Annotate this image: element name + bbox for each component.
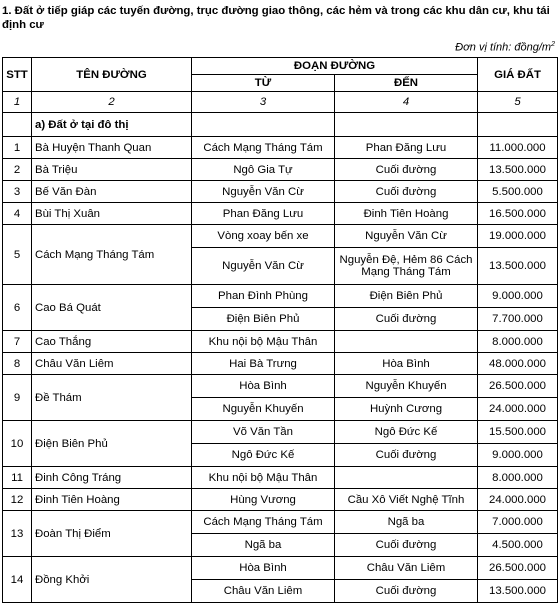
land-price: 13.500.000 (478, 248, 558, 285)
row-stt: 12 (3, 489, 32, 511)
unit-note-exponent: 2 (551, 41, 555, 48)
land-price: 7.700.000 (478, 308, 558, 331)
segment-to: Ngô Đức Kế (335, 421, 478, 444)
segment-from: Nguyễn Khuyến (192, 398, 335, 421)
column-number: 5 (478, 92, 558, 113)
segment-from: Hòa Bình (192, 557, 335, 580)
section-empty-cell (478, 113, 558, 137)
segment-to: Cuối đường (335, 181, 478, 203)
segment-to (335, 331, 478, 353)
segment-to: Cuối đường (335, 159, 478, 181)
segment-from: Ngô Đức Kế (192, 444, 335, 467)
row-stt: 11 (3, 467, 32, 489)
column-number: 2 (32, 92, 192, 113)
table-row (3, 203, 558, 225)
segment-from: Nguyễn Văn Cừ (192, 248, 335, 285)
row-stt: 2 (3, 159, 32, 181)
segment-to: Đinh Tiên Hoàng (335, 203, 478, 225)
table-row (3, 285, 558, 308)
segment-from: Châu Văn Liêm (192, 580, 335, 603)
segment-from: Ngã ba (192, 534, 335, 557)
section-empty-cell (335, 113, 478, 137)
row-stt: 9 (3, 375, 32, 421)
row-stt: 6 (3, 285, 32, 331)
land-price-table (2, 57, 558, 603)
table-row (3, 331, 558, 353)
table-row (3, 375, 558, 398)
header-gia-dat: GIÁ ĐẤT (478, 58, 558, 92)
segment-from: Ngô Gia Tự (192, 159, 335, 181)
section-empty-cell (192, 113, 335, 137)
segment-from: Hòa Bình (192, 375, 335, 398)
segment-from: Phan Đăng Lưu (192, 203, 335, 225)
column-number: 3 (192, 92, 335, 113)
street-name: Đề Thám (32, 375, 192, 421)
street-name: Bà Triệu (32, 159, 192, 181)
street-name: Bùi Thị Xuân (32, 203, 192, 225)
segment-to: Hòa Bình (335, 353, 478, 375)
segment-to: Cuối đường (335, 444, 478, 467)
land-price: 7.000.000 (478, 511, 558, 534)
table-row (3, 467, 558, 489)
segment-to: Huỳnh Cương (335, 398, 478, 421)
land-price: 11.000.000 (478, 137, 558, 159)
table-row (3, 557, 558, 580)
land-price: 8.000.000 (478, 331, 558, 353)
street-name: Đoàn Thị Điểm (32, 511, 192, 557)
row-stt: 4 (3, 203, 32, 225)
section-title: a) Đất ở tại đô thị (32, 113, 192, 137)
land-price: 8.000.000 (478, 467, 558, 489)
land-price: 9.000.000 (478, 444, 558, 467)
segment-to: Châu Văn Liêm (335, 557, 478, 580)
row-stt: 10 (3, 421, 32, 467)
segment-to: Cuối đường (335, 308, 478, 331)
document-heading: 1. Đất ở tiếp giáp các tuyến đường, trục đường giao thông, các hẻm và trong các khu dân cư, khu tái định cư (2, 5, 550, 31)
land-price: 26.500.000 (478, 557, 558, 580)
row-stt: 1 (3, 137, 32, 159)
table-row (3, 511, 558, 534)
table-row (3, 181, 558, 203)
street-name: Cao Bá Quát (32, 285, 192, 331)
column-number-row (3, 92, 558, 113)
land-price: 16.500.000 (478, 203, 558, 225)
street-name: Bế Văn Đàn (32, 181, 192, 203)
segment-from: Vòng xoay bến xe (192, 225, 335, 248)
header-doan-duong: ĐOẠN ĐƯỜNG (192, 58, 478, 75)
row-stt: 3 (3, 181, 32, 203)
row-stt: 13 (3, 511, 32, 557)
segment-from: Khu nội bộ Mậu Thân (192, 467, 335, 489)
segment-from: Hùng Vương (192, 489, 335, 511)
land-price: 26.500.000 (478, 375, 558, 398)
land-price: 13.500.000 (478, 159, 558, 181)
segment-from: Khu nội bộ Mậu Thân (192, 331, 335, 353)
table-row (3, 353, 558, 375)
table-row (3, 225, 558, 248)
street-name: Bà Huyện Thanh Quan (32, 137, 192, 159)
segment-to: Cuối đường (335, 534, 478, 557)
street-name: Điện Biên Phủ (32, 421, 192, 467)
section-stt-cell (3, 113, 32, 137)
header-tu: TỪ (192, 75, 335, 92)
land-price: 4.500.000 (478, 534, 558, 557)
segment-to: Nguyễn Khuyến (335, 375, 478, 398)
segment-to: Phan Đăng Lưu (335, 137, 478, 159)
header-den: ĐẾN (335, 75, 478, 92)
street-name: Cách Mạng Tháng Tám (32, 225, 192, 285)
row-stt: 14 (3, 557, 32, 603)
section-row (3, 113, 558, 137)
unit-note-text: Đơn vị tính: đồng/m (455, 41, 552, 54)
header-stt: STT (3, 58, 32, 92)
land-price: 19.000.000 (478, 225, 558, 248)
segment-to: Ngã ba (335, 511, 478, 534)
table-row (3, 137, 558, 159)
segment-to: Cầu Xô Viết Nghệ Tĩnh (335, 489, 478, 511)
row-stt: 5 (3, 225, 32, 285)
land-price: 24.000.000 (478, 489, 558, 511)
table-row (3, 489, 558, 511)
street-name: Châu Văn Liêm (32, 353, 192, 375)
segment-from: Cách Mạng Tháng Tám (192, 137, 335, 159)
table-row (3, 421, 558, 444)
column-number: 1 (3, 92, 32, 113)
street-name: Đinh Công Tráng (32, 467, 192, 489)
row-stt: 7 (3, 331, 32, 353)
land-price: 15.500.000 (478, 421, 558, 444)
street-name: Đồng Khởi (32, 557, 192, 603)
segment-to: Cuối đường (335, 580, 478, 603)
segment-to: Nguyễn Văn Cừ (335, 225, 478, 248)
land-price: 5.500.000 (478, 181, 558, 203)
row-stt: 8 (3, 353, 32, 375)
column-number: 4 (335, 92, 478, 113)
segment-from: Nguyễn Văn Cừ (192, 181, 335, 203)
table-row (3, 159, 558, 181)
segment-from: Phan Đình Phùng (192, 285, 335, 308)
segment-to: Điện Biên Phủ (335, 285, 478, 308)
segment-to (335, 467, 478, 489)
street-name: Cao Thắng (32, 331, 192, 353)
land-price: 48.000.000 (478, 353, 558, 375)
segment-from: Hai Bà Trưng (192, 353, 335, 375)
segment-to: Nguyễn Đệ, Hẻm 86 Cách Mạng Tháng Tám (335, 248, 478, 285)
unit-note (455, 38, 555, 55)
land-price: 9.000.000 (478, 285, 558, 308)
land-price: 13.500.000 (478, 580, 558, 603)
land-price: 24.000.000 (478, 398, 558, 421)
segment-from: Võ Văn Tần (192, 421, 335, 444)
segment-from: Điện Biên Phủ (192, 308, 335, 331)
segment-from: Cách Mạng Tháng Tám (192, 511, 335, 534)
header-row (3, 58, 558, 75)
street-name: Đinh Tiên Hoàng (32, 489, 192, 511)
header-ten-duong: TÊN ĐƯỜNG (32, 58, 192, 92)
